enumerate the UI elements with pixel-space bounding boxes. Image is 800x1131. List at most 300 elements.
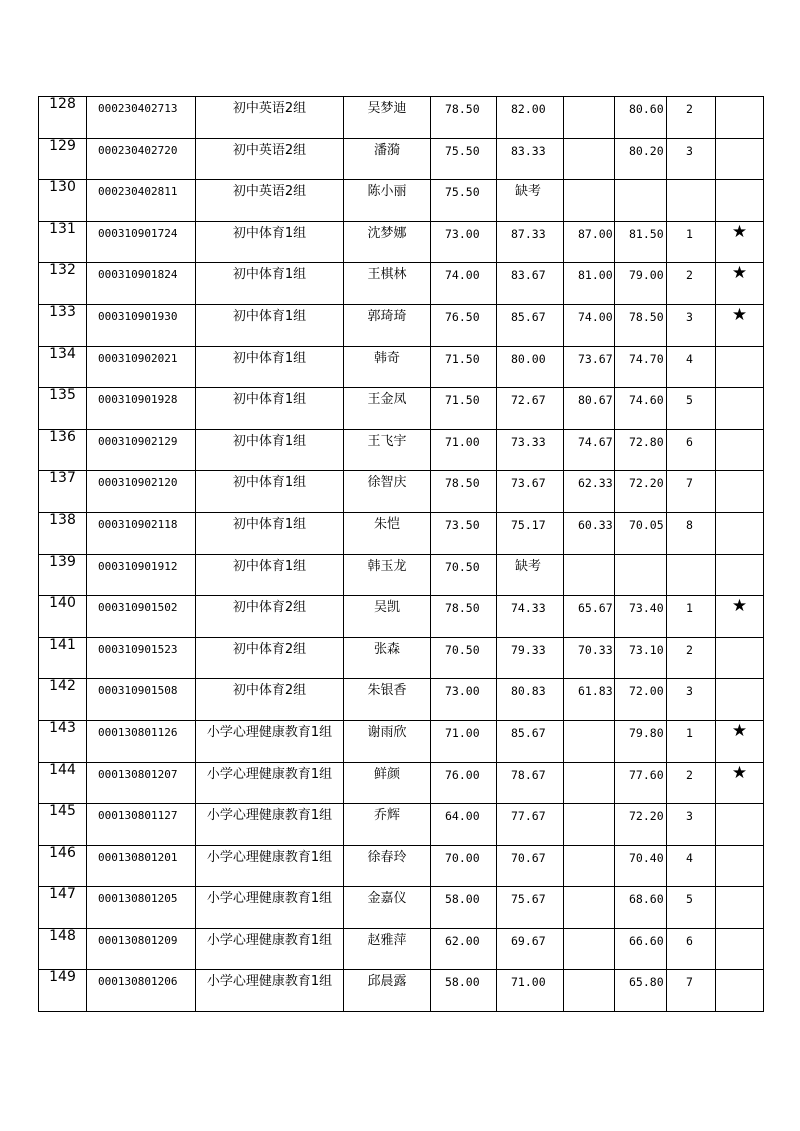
exam-group-cell <box>196 554 344 596</box>
written-score: 78.50 <box>445 601 480 616</box>
total-score-cell <box>615 180 667 222</box>
ticket-number-cell <box>87 471 196 513</box>
candidate-name: 王棋林 <box>367 267 407 283</box>
row-number: 128 <box>49 96 76 112</box>
exam-group: 初中英语2组 <box>232 142 307 158</box>
ticket-number-cell <box>87 804 196 846</box>
row-number-cell <box>39 679 87 721</box>
interview-score: 78.67 <box>511 767 546 782</box>
table-row <box>39 679 764 721</box>
written-score: 75.50 <box>445 185 480 200</box>
written-score-cell <box>431 97 497 139</box>
interview-score: 87.33 <box>511 226 546 241</box>
practical-score-cell <box>564 138 615 180</box>
selected-star-icon-cell <box>716 97 764 139</box>
ticket-number-cell <box>87 388 196 430</box>
candidate-name: 郭琦琦 <box>367 308 407 324</box>
rank-cell <box>667 138 716 180</box>
practical-score-cell <box>564 221 615 263</box>
interview-score-cell <box>497 346 564 388</box>
total-score: 80.20 <box>629 143 664 158</box>
written-score-cell <box>431 388 497 430</box>
rank-cell <box>667 845 716 887</box>
candidate-name-cell <box>344 263 431 305</box>
selected-star-icon: ★ <box>731 263 748 284</box>
written-score-cell <box>431 804 497 846</box>
practical-score <box>564 721 614 726</box>
total-score-cell <box>615 887 667 929</box>
rank: 3 <box>686 809 693 824</box>
candidate-name: 沈梦娜 <box>367 225 407 241</box>
written-score-cell <box>431 138 497 180</box>
total-score-cell <box>615 512 667 554</box>
interview-score-cell <box>497 263 564 305</box>
interview-score-cell <box>497 304 564 346</box>
written-score-cell <box>431 346 497 388</box>
written-score: 70.00 <box>445 850 480 865</box>
rank: 2 <box>686 642 693 657</box>
interview-score-cell <box>497 928 564 970</box>
row-number: 142 <box>49 678 76 695</box>
interview-score-cell <box>497 596 564 638</box>
selected-star-icon-cell <box>716 138 764 180</box>
written-score: 78.50 <box>445 476 480 491</box>
written-score-cell <box>431 762 497 804</box>
total-score-cell <box>615 637 667 679</box>
row-number: 132 <box>49 262 76 279</box>
total-score: 70.05 <box>629 517 664 532</box>
written-score-cell <box>431 596 497 638</box>
rank: 4 <box>686 850 693 865</box>
written-score: 71.00 <box>445 434 480 449</box>
practical-score: 80.67 <box>578 393 613 408</box>
total-score-cell <box>615 388 667 430</box>
interview-score: 73.67 <box>511 476 546 491</box>
rank: 6 <box>686 933 693 948</box>
practical-score-cell <box>564 970 615 1012</box>
total-score-cell <box>615 762 667 804</box>
candidate-name-cell <box>344 471 431 513</box>
ticket-number: 000310901523 <box>98 642 178 656</box>
selected-star-icon-cell <box>716 887 764 929</box>
candidate-name-cell <box>344 554 431 596</box>
practical-score-cell <box>564 887 615 929</box>
total-score-cell <box>615 138 667 180</box>
selected-star-icon-cell <box>716 637 764 679</box>
rank-cell <box>667 263 716 305</box>
total-score: 68.60 <box>629 892 664 907</box>
exam-group-cell <box>196 304 344 346</box>
ticket-number: 000310901928 <box>98 393 178 407</box>
selected-star-icon-cell <box>716 388 764 430</box>
table-body <box>39 97 764 1012</box>
rank: 5 <box>686 892 693 907</box>
row-number: 139 <box>49 554 76 570</box>
ticket-number-cell <box>87 221 196 263</box>
rank-cell <box>667 596 716 638</box>
interview-score-cell <box>497 970 564 1012</box>
ticket-number-cell <box>87 512 196 554</box>
table-row <box>39 138 764 180</box>
candidate-name: 吴梦迪 <box>367 101 407 116</box>
rank-cell <box>667 512 716 554</box>
candidate-name-cell <box>344 845 431 887</box>
ticket-number-cell <box>87 887 196 929</box>
candidate-name: 朱恺 <box>373 516 400 532</box>
selected-star-icon-cell <box>716 429 764 471</box>
rank: 3 <box>686 684 693 699</box>
written-score: 58.00 <box>445 892 480 907</box>
selected-star-icon <box>716 638 763 641</box>
interview-score: 74.33 <box>511 601 546 616</box>
written-score-cell <box>431 180 497 222</box>
row-number: 138 <box>49 512 76 528</box>
practical-score: 62.33 <box>578 476 613 491</box>
selected-star-icon-cell <box>716 679 764 721</box>
practical-score <box>564 804 614 809</box>
selected-star-icon-cell <box>716 554 764 596</box>
total-score-cell <box>615 720 667 762</box>
practical-score-cell <box>564 762 615 804</box>
row-number: 141 <box>49 637 76 653</box>
interview-score: 72.67 <box>511 393 546 408</box>
rank: 1 <box>686 601 693 616</box>
total-score: 73.10 <box>629 642 664 657</box>
written-score-cell <box>431 970 497 1012</box>
ticket-number: 000230402713 <box>98 102 178 115</box>
selected-star-icon <box>716 555 763 558</box>
row-number-cell <box>39 554 87 596</box>
written-score-cell <box>431 637 497 679</box>
candidate-name-cell <box>344 762 431 804</box>
selected-star-icon <box>716 430 763 433</box>
exam-group: 小学心理健康教育1组 <box>206 724 333 740</box>
rank: 7 <box>686 476 693 491</box>
ticket-number: 000310901912 <box>98 559 178 573</box>
selected-star-icon-cell <box>716 762 764 804</box>
written-score-cell <box>431 887 497 929</box>
total-score: 74.60 <box>629 393 664 408</box>
rank: 5 <box>686 393 693 408</box>
ticket-number-cell <box>87 304 196 346</box>
rank-cell <box>667 928 716 970</box>
total-score: 74.70 <box>629 351 664 366</box>
exam-group-cell <box>196 221 344 263</box>
rank: 1 <box>686 226 693 241</box>
selected-star-icon: ★ <box>731 221 748 242</box>
total-score-cell <box>615 596 667 638</box>
candidate-name: 吴凯 <box>373 600 400 616</box>
row-number: 137 <box>49 470 76 487</box>
exam-group: 小学心理健康教育1组 <box>206 974 333 990</box>
candidate-name: 潘漪 <box>373 142 400 158</box>
rank-cell <box>667 304 716 346</box>
selected-star-icon-cell <box>716 512 764 554</box>
candidate-name-cell <box>344 221 431 263</box>
written-score: 58.00 <box>445 975 480 990</box>
exam-group-cell <box>196 263 344 305</box>
exam-group: 初中英语2组 <box>232 101 307 116</box>
total-score: 72.80 <box>629 434 664 449</box>
interview-score: 77.67 <box>511 809 546 824</box>
row-number: 145 <box>49 803 76 820</box>
interview-score-cell <box>497 845 564 887</box>
exam-group-cell <box>196 346 344 388</box>
written-score-cell <box>431 554 497 596</box>
practical-score <box>564 555 614 560</box>
rank-cell <box>667 388 716 430</box>
row-number-cell <box>39 138 87 180</box>
total-score: 80.60 <box>629 102 664 116</box>
exam-group: 初中体育2组 <box>232 683 307 699</box>
exam-group-cell <box>196 679 344 721</box>
candidate-name-cell <box>344 180 431 222</box>
written-score: 74.00 <box>445 268 480 283</box>
exam-group-cell <box>196 512 344 554</box>
candidate-name-cell <box>344 304 431 346</box>
table-row <box>39 304 764 346</box>
practical-score <box>564 97 614 102</box>
candidate-name: 王金凤 <box>367 392 407 408</box>
row-number: 144 <box>49 762 76 778</box>
selected-star-icon <box>716 180 763 183</box>
row-number-cell <box>39 221 87 263</box>
exam-group-cell <box>196 887 344 929</box>
row-number: 136 <box>49 429 76 445</box>
exam-group: 初中体育1组 <box>232 225 307 241</box>
ticket-number: 000130801126 <box>98 725 178 739</box>
total-score-cell <box>615 970 667 1012</box>
interview-score: 80.00 <box>511 351 546 366</box>
ticket-number: 000310901508 <box>98 684 178 698</box>
interview-score: 69.67 <box>511 933 546 948</box>
exam-group-cell <box>196 138 344 180</box>
candidate-name: 金嘉仪 <box>367 891 407 907</box>
interview-score-cell <box>497 221 564 263</box>
exam-group-cell <box>196 928 344 970</box>
rank-cell <box>667 97 716 139</box>
exam-group: 初中英语2组 <box>232 184 307 200</box>
ticket-number-cell <box>87 679 196 721</box>
exam-group-cell <box>196 720 344 762</box>
interview-score-cell <box>497 180 564 222</box>
interview-score-cell <box>497 429 564 471</box>
practical-score: 73.67 <box>578 351 613 366</box>
practical-score: 70.33 <box>578 642 613 657</box>
selected-star-icon <box>716 804 763 807</box>
practical-score <box>564 763 614 768</box>
row-number: 133 <box>49 304 76 320</box>
rank: 1 <box>686 725 693 740</box>
total-score <box>615 555 666 560</box>
total-score-cell <box>615 554 667 596</box>
practical-score: 74.00 <box>578 309 613 324</box>
row-number-cell <box>39 346 87 388</box>
written-score: 70.50 <box>445 642 480 657</box>
candidate-name-cell <box>344 679 431 721</box>
selected-star-icon <box>716 97 763 100</box>
row-number-cell <box>39 512 87 554</box>
practical-score-cell <box>564 554 615 596</box>
table-row <box>39 180 764 222</box>
ticket-number: 000310901502 <box>98 601 178 615</box>
interview-score: 80.83 <box>511 684 546 699</box>
rank <box>667 180 715 185</box>
selected-star-icon: ★ <box>731 304 748 325</box>
exam-group: 初中体育1组 <box>232 558 307 574</box>
exam-group: 初中体育1组 <box>232 392 307 408</box>
ticket-number-cell <box>87 346 196 388</box>
practical-score-cell <box>564 928 615 970</box>
exam-group-cell <box>196 596 344 638</box>
row-number: 131 <box>49 221 76 237</box>
table-row <box>39 845 764 887</box>
exam-group-cell <box>196 388 344 430</box>
total-score-cell <box>615 804 667 846</box>
ticket-number: 000130801207 <box>98 767 178 781</box>
table-row <box>39 471 764 513</box>
ticket-number: 000130801201 <box>98 850 178 864</box>
candidate-name-cell <box>344 97 431 139</box>
practical-score: 60.33 <box>578 517 613 532</box>
table-row <box>39 429 764 471</box>
total-score-cell <box>615 304 667 346</box>
interview-score-cell <box>497 388 564 430</box>
practical-score: 61.83 <box>578 684 613 699</box>
total-score: 81.50 <box>629 226 664 241</box>
total-score-cell <box>615 263 667 305</box>
exam-group-cell <box>196 471 344 513</box>
total-score-cell <box>615 346 667 388</box>
total-score: 72.00 <box>629 684 664 699</box>
selected-star-icon-cell <box>716 263 764 305</box>
table-row <box>39 762 764 804</box>
total-score-cell <box>615 845 667 887</box>
row-number-cell <box>39 887 87 929</box>
selected-star-icon-cell <box>716 471 764 513</box>
exam-group: 初中体育1组 <box>232 267 307 283</box>
table-row <box>39 596 764 638</box>
exam-group: 初中体育1组 <box>232 516 307 532</box>
table-row <box>39 720 764 762</box>
written-score: 76.50 <box>445 309 480 324</box>
written-score: 64.00 <box>445 809 480 824</box>
selected-star-icon-cell <box>716 221 764 263</box>
candidate-name: 乔辉 <box>373 808 400 824</box>
written-score-cell <box>431 221 497 263</box>
practical-score-cell <box>564 471 615 513</box>
candidate-name: 谢雨欣 <box>367 724 407 740</box>
interview-score: 71.00 <box>511 975 546 990</box>
table-row <box>39 554 764 596</box>
exam-group: 初中体育2组 <box>232 600 307 616</box>
selected-star-icon-cell <box>716 845 764 887</box>
exam-group: 初中体育2组 <box>232 641 307 657</box>
written-score: 71.50 <box>445 351 480 366</box>
rank <box>667 555 715 560</box>
interview-score: 75.67 <box>511 892 546 907</box>
interview-score-cell <box>497 762 564 804</box>
practical-score-cell <box>564 679 615 721</box>
ticket-number: 000230402720 <box>98 143 178 157</box>
interview-score: 75.17 <box>511 517 546 532</box>
written-score-cell <box>431 471 497 513</box>
rank-cell <box>667 637 716 679</box>
table-row <box>39 970 764 1012</box>
selected-star-icon <box>716 887 763 890</box>
ticket-number: 000310902118 <box>98 517 178 531</box>
rank: 2 <box>686 268 693 283</box>
total-score-cell <box>615 928 667 970</box>
total-score-cell <box>615 221 667 263</box>
ticket-number-cell <box>87 596 196 638</box>
total-score: 66.60 <box>629 933 664 948</box>
rank: 2 <box>686 767 693 782</box>
rank-cell <box>667 762 716 804</box>
written-score-cell <box>431 928 497 970</box>
exam-group: 小学心理健康教育1组 <box>206 891 333 907</box>
ticket-number-cell <box>87 845 196 887</box>
practical-score <box>564 970 614 975</box>
candidate-name-cell <box>344 346 431 388</box>
interview-score: 缺考 <box>515 558 542 574</box>
rank-cell <box>667 679 716 721</box>
written-score: 62.00 <box>445 933 480 948</box>
practical-score-cell <box>564 637 615 679</box>
exam-group: 初中体育1组 <box>232 475 307 491</box>
candidate-name-cell <box>344 928 431 970</box>
ticket-number: 000310902129 <box>98 434 178 448</box>
selected-star-icon-cell <box>716 596 764 638</box>
rank: 6 <box>686 434 693 449</box>
rank: 7 <box>686 975 693 990</box>
ticket-number-cell <box>87 180 196 222</box>
table-row <box>39 637 764 679</box>
row-number: 143 <box>49 720 76 736</box>
written-score-cell <box>431 263 497 305</box>
rank-cell <box>667 346 716 388</box>
row-number-cell <box>39 596 87 638</box>
total-score-cell <box>615 429 667 471</box>
practical-score: 87.00 <box>578 226 613 241</box>
candidate-name-cell <box>344 970 431 1012</box>
interview-score: 83.33 <box>511 143 546 158</box>
ticket-number-cell <box>87 429 196 471</box>
rank-cell <box>667 429 716 471</box>
row-number: 140 <box>49 595 76 612</box>
practical-score-cell <box>564 596 615 638</box>
interview-score-cell <box>497 679 564 721</box>
selected-star-icon-cell <box>716 720 764 762</box>
row-number-cell <box>39 304 87 346</box>
candidate-name: 赵雅萍 <box>367 932 407 948</box>
rank-cell <box>667 471 716 513</box>
total-score: 73.40 <box>629 601 664 616</box>
interview-score: 73.33 <box>511 434 546 449</box>
row-number-cell <box>39 970 87 1012</box>
exam-group: 初中体育1组 <box>232 308 307 324</box>
total-score-cell <box>615 679 667 721</box>
candidate-name-cell <box>344 512 431 554</box>
candidate-name: 韩奇 <box>373 350 400 366</box>
candidate-name-cell <box>344 429 431 471</box>
rank: 3 <box>686 309 693 324</box>
ticket-number-cell <box>87 970 196 1012</box>
practical-score-cell <box>564 304 615 346</box>
practical-score-cell <box>564 512 615 554</box>
candidate-name: 鲜颜 <box>373 766 400 782</box>
written-score: 73.00 <box>445 226 480 241</box>
